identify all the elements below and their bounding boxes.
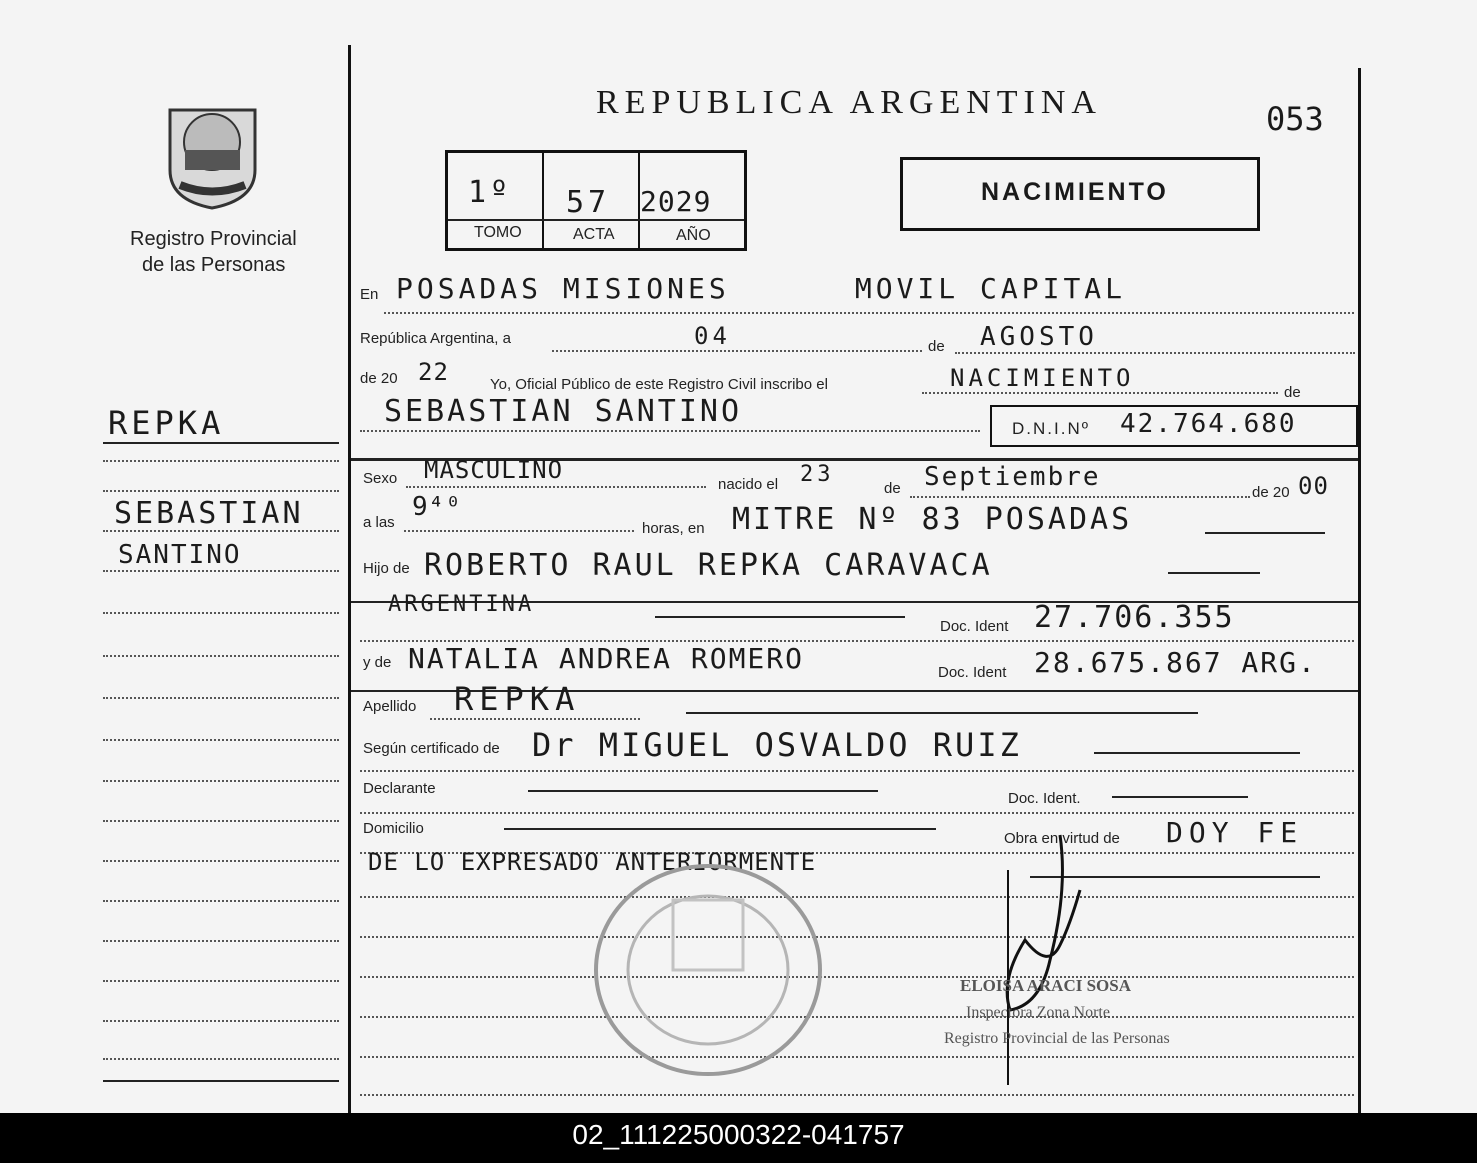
hour-value: 9⁴⁰	[412, 492, 462, 522]
father-doc: 27.706.355	[1034, 600, 1235, 635]
ymother-label: y de	[363, 654, 392, 671]
margin-surname: REPKA	[108, 404, 225, 442]
left-margin-rule	[348, 45, 351, 1113]
certificado-value: Dr MIGUEL OSVALDO RUIZ	[532, 726, 1022, 764]
document-id-footer: 02_111225000322-041757	[0, 1113, 1477, 1163]
tomo-label: TOMO	[474, 224, 522, 241]
republica-label: República Argentina, a	[360, 330, 511, 347]
registry-name-line2: de las Personas	[142, 254, 286, 276]
de-label-2: de	[1284, 384, 1301, 401]
mother-doc: 28.675.867 ARG.	[1034, 646, 1317, 679]
act-type: NACIMIENTO	[981, 178, 1169, 206]
act-type-box	[900, 157, 1260, 231]
dni-value: 42.764.680	[1120, 409, 1297, 439]
de-label: de	[928, 338, 945, 355]
mother-name: NATALIA ANDREA ROMERO	[408, 642, 805, 675]
margin-name2: SANTINO	[118, 540, 242, 570]
sexo-label: Sexo	[363, 470, 398, 487]
apellido-label: Apellido	[363, 698, 417, 715]
page-title: REPUBLICA ARGENTINA	[596, 84, 1102, 121]
obra-label: Obra en virtud de	[1004, 830, 1120, 847]
year-suffix: 22	[418, 358, 449, 386]
anio-label: AÑO	[676, 227, 711, 244]
de-label-3: de	[884, 480, 901, 497]
tomo-value: 1º	[468, 175, 513, 210]
signature-icon	[990, 830, 1110, 1090]
birth-year-prefix: de 20	[1252, 484, 1290, 501]
page-number: 053	[1266, 100, 1324, 138]
alas-label: a las	[363, 514, 395, 531]
obra-value: DOY FE	[1166, 816, 1304, 849]
inscribe-text: Yo, Oficial Público de este Registro Civil inscribo el	[490, 376, 828, 393]
doc-label-2: Doc. Ident	[938, 664, 1007, 681]
right-margin-rule	[1358, 68, 1361, 1113]
signature-org: Registro Provincial de las Personas	[944, 1030, 1170, 1047]
doc-label: Doc. Ident	[940, 618, 1009, 635]
birth-day: 23	[800, 462, 835, 487]
signature-title: Inspectora Zona Norte	[966, 1004, 1110, 1021]
certificado-label: Según certificado de	[363, 740, 500, 757]
nacido-label: nacido el	[718, 476, 779, 493]
en-label: En	[360, 286, 379, 303]
place-value: POSADAS MISIONES MOVIL CAPITAL	[396, 272, 1127, 305]
act-handwritten: NACIMIENTO	[950, 364, 1135, 392]
father-nationality: ARGENTINA	[388, 592, 535, 617]
acta-label: ACTA	[573, 226, 615, 243]
child-name: SEBASTIAN SANTINO	[384, 394, 743, 429]
acta-value: 57	[566, 185, 611, 220]
father-name: ROBERTO RAUL REPKA CARAVACA	[424, 548, 993, 583]
doc-label-3: Doc. Ident.	[1008, 790, 1081, 807]
apellido-value: REPKA	[454, 680, 581, 718]
month-value: AGOSTO	[980, 322, 1098, 352]
birth-year-suffix: 00	[1298, 472, 1329, 500]
birth-place: MITRE Nº 83 POSADAS	[732, 502, 1133, 537]
domicilio-label: Domicilio	[363, 820, 424, 837]
horas-label: horas, en	[642, 520, 705, 537]
official-stamp-icon	[588, 860, 828, 1080]
record-box	[445, 150, 747, 251]
declarante-label: Declarante	[363, 780, 436, 797]
province-seal-icon	[160, 100, 265, 210]
signature-name: ELOISA ARACI SOSA	[960, 976, 1132, 995]
obra-value-2: DE LO EXPRESADO ANTERIORMENTE	[368, 848, 817, 876]
sexo-value: MASCULINO	[424, 456, 564, 484]
dni-box	[990, 405, 1358, 447]
anio-value: 2029	[640, 185, 712, 218]
registry-name-line1: Registro Provincial	[130, 228, 297, 250]
year-prefix: de 20	[360, 370, 398, 387]
day-value: 04	[694, 322, 731, 350]
margin-name1: SEBASTIAN	[114, 496, 304, 531]
birth-month: Septiembre	[924, 462, 1101, 492]
hijo-label: Hijo de	[363, 560, 410, 577]
dni-label: D.N.I.Nº	[1012, 419, 1090, 438]
